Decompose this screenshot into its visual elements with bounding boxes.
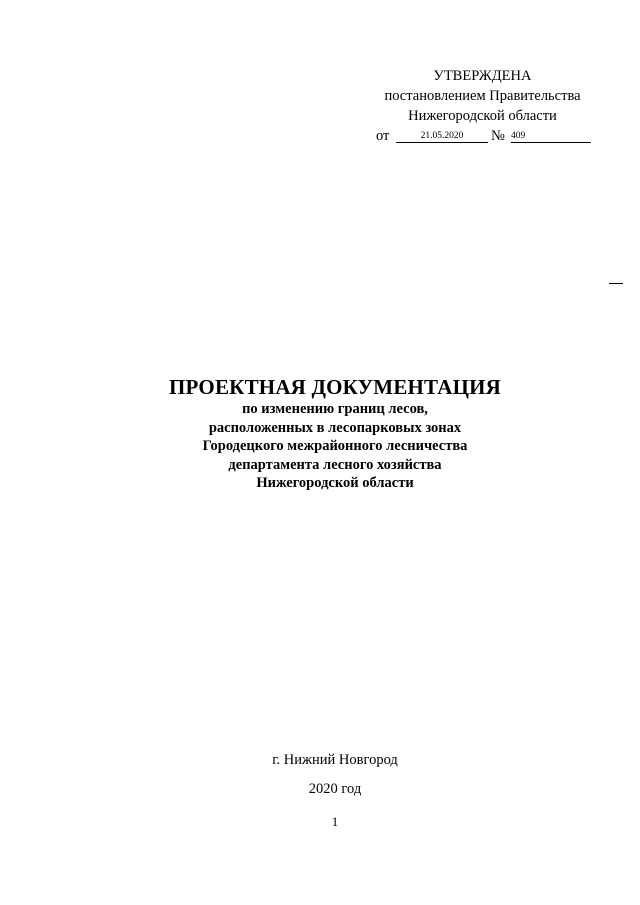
city: г. Нижний Новгород <box>272 752 398 768</box>
number-label: № <box>491 128 505 144</box>
title-block <box>120 374 550 493</box>
approval-block <box>370 66 595 146</box>
page-number: 1 <box>331 814 339 829</box>
document-title: ПРОЕКТНАЯ ДОКУМЕНТАЦИЯ <box>168 375 502 399</box>
approval-authority-line-2: Нижегородской области <box>408 108 557 124</box>
subtitle-line: расположенных в лесопарковых зонах <box>208 419 462 436</box>
year: 2020 год <box>308 781 362 797</box>
subtitle-line: Городецкого межрайонного лесничества <box>202 438 468 454</box>
subtitle-line: по изменению границ лесов, <box>242 401 428 417</box>
subtitle-line: департамента лесного хозяйства <box>228 456 442 473</box>
from-label: от <box>376 128 390 144</box>
approval-date: 21.05.2020 <box>396 126 488 143</box>
approval-heading: УТВЕРЖДЕНА <box>433 68 532 84</box>
subtitle-line: Нижегородской области <box>256 475 414 491</box>
approval-authority-line-1: постановлением Правительства <box>384 88 581 104</box>
approval-number: 409 <box>511 126 591 143</box>
margin-dash <box>609 283 623 284</box>
approval-date-row <box>370 126 595 146</box>
